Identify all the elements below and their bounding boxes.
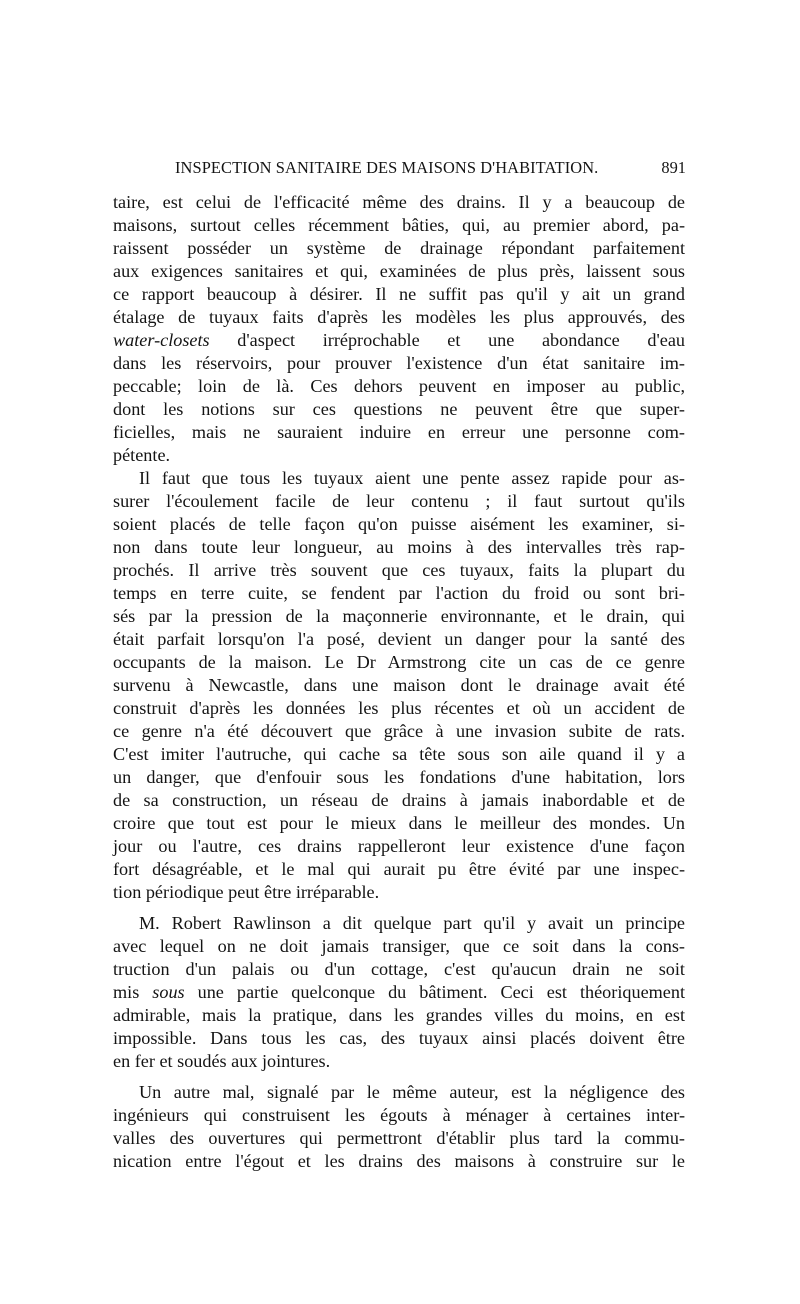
text-line: jour ou l'autre, ces drains rappelleront leur existence d'une façon <box>113 836 685 856</box>
page-header <box>175 158 686 182</box>
text-line <box>113 980 685 1004</box>
text-line: valles des ouvertures qui permettront d'établir plus tard la commu- <box>113 1128 685 1148</box>
text-line: nication entre l'égout et les drains des maisons à construire sur le <box>113 1151 685 1171</box>
text-line: maisons, surtout celles récemment bâties, qui, au premier abord, pa- <box>113 215 685 235</box>
text-line: croire que tout est pour le mieux dans le meilleur des mondes. Un <box>113 813 685 833</box>
text-line: occupants de la maison. Le Dr Armstrong cite un cas de ce genre <box>113 652 685 672</box>
text-line: ingénieurs qui construisent les égouts à ménager à certaines inter- <box>113 1105 685 1125</box>
text-line: impossible. Dans tous les cas, des tuyaux ainsi placés doivent être <box>113 1028 685 1048</box>
text-line: fort désagréable, et le mal qui aurait pu être évité par une inspec- <box>113 859 685 879</box>
text-line: survenu à Newcastle, dans une maison dont le drainage avait été <box>113 675 685 695</box>
text-line: un danger, que d'enfouir sous les fondations d'une habitation, lors <box>113 767 685 787</box>
text-fragment: d'aspect irréprochable et une abondance d'eau <box>209 330 685 350</box>
italic-term: sous <box>152 982 185 1002</box>
text-line: dans les réservoirs, pour prouver l'existence d'un état sanitaire im- <box>113 353 685 373</box>
text-line: C'est imiter l'autruche, qui cache sa tête sous son aile quand il y a <box>113 744 685 764</box>
text-line: peccable; loin de là. Ces dehors peuvent en imposer au public, <box>113 376 685 396</box>
text-line: surer l'écoulement facile de leur contenu ; il faut surtout qu'ils <box>113 491 685 511</box>
text-line: de sa construction, un réseau de drains à jamais inabordable et de <box>113 790 685 810</box>
text-line: étalage de tuyaux faits d'après les modèles les plus approuvés, des <box>113 307 685 327</box>
text-line: non dans toute leur longueur, au moins à des intervalles très rap- <box>113 537 685 557</box>
text-line: soient placés de telle façon qu'on puisse aisément les examiner, si- <box>113 514 685 534</box>
text-line: construit d'après les données les plus récentes et où un accident de <box>113 698 685 718</box>
text-line: pétente. <box>113 445 171 465</box>
text-line: admirable, mais la pratique, dans les grandes villes du moins, en est <box>113 1005 685 1025</box>
text-line: truction d'un palais ou d'un cottage, c'est qu'aucun drain ne soit <box>113 959 685 979</box>
text-line: était parfait lorsqu'on l'a posé, devient un danger pour la santé des <box>113 629 685 649</box>
text-line: Il faut que tous les tuyaux aient une pente assez rapide pour as- <box>139 468 685 488</box>
page-number: 891 <box>661 158 686 177</box>
text-line: en fer et soudés aux jointures. <box>113 1051 331 1071</box>
text-fragment: mis <box>113 982 153 1002</box>
text-line: tion périodique peut être irréparable. <box>113 882 380 902</box>
text-line: temps en terre cuite, se fendent par l'action du froid ou sont bri- <box>113 583 685 603</box>
text-line: ce genre n'a été découvert que grâce à une invasion subite de rats. <box>113 721 685 741</box>
text-line: sés par la pression de la maçonnerie environnante, et le drain, qui <box>113 606 685 626</box>
text-line: raissent posséder un système de drainage répondant parfaitement <box>113 238 685 258</box>
text-line: prochés. Il arrive très souvent que ces tuyaux, faits la plupart du <box>113 560 685 580</box>
text-line: taire, est celui de l'efficacité même des drains. Il y a beaucoup de <box>113 192 685 212</box>
text-line: ficielles, mais ne sauraient induire en erreur une personne com- <box>113 422 685 442</box>
text-line: M. Robert Rawlinson a dit quelque part qu'il y avait un principe <box>139 913 685 933</box>
text-line: ce rapport beaucoup à désirer. Il ne suffit pas qu'il y ait un grand <box>113 284 685 304</box>
text-line <box>113 328 685 352</box>
text-fragment: une partie quelconque du bâtiment. Ceci est théoriquement <box>184 982 686 1002</box>
text-line: dont les notions sur ces questions ne peuvent être que super- <box>113 399 685 419</box>
text-line: Un autre mal, signalé par le même auteur, est la négligence des <box>139 1082 685 1102</box>
text-line: aux exigences sanitaires et qui, examinées de plus près, laissent sous <box>113 261 685 281</box>
text-line: avec lequel on ne doit jamais transiger, que ce soit dans la cons- <box>113 936 685 956</box>
italic-term: water-closets <box>113 330 210 350</box>
running-title: INSPECTION SANITAIRE DES MAISONS D'HABITATION. <box>175 158 599 177</box>
